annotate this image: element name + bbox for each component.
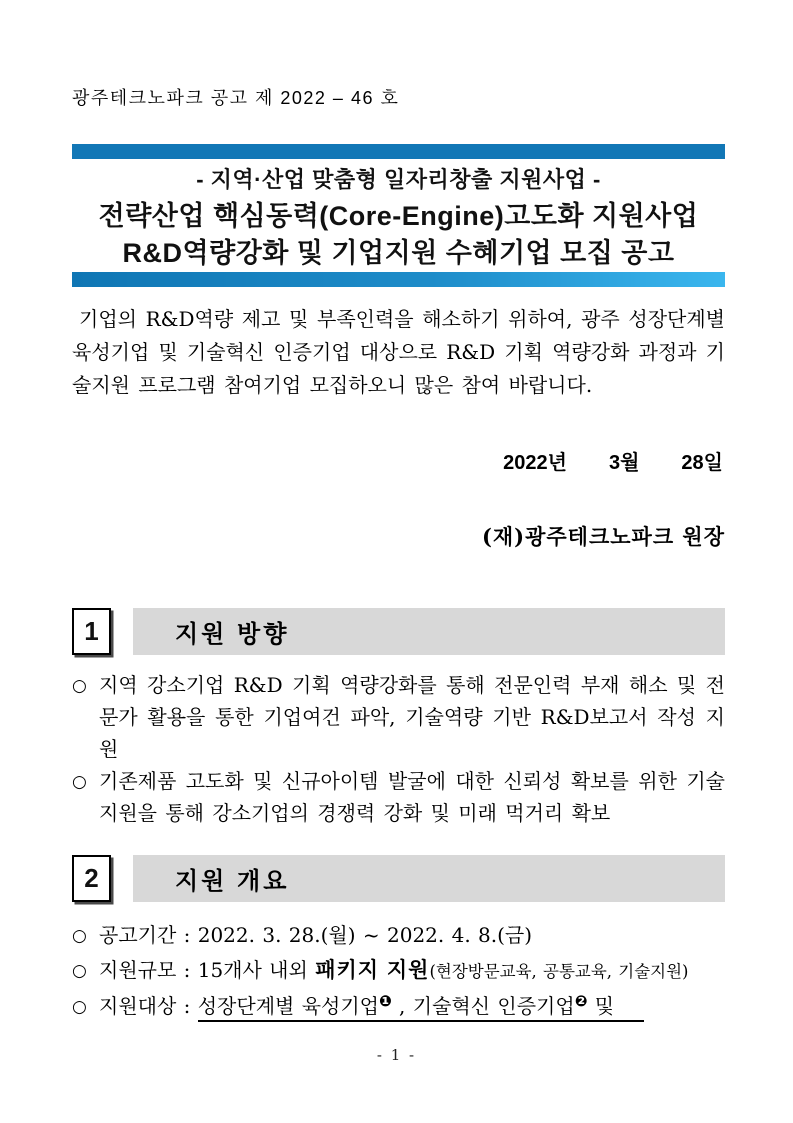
- section-1-bullet-list: [72, 669, 725, 829]
- colon-separator: :: [176, 994, 198, 1018]
- title-line3: R&D역량강화 및 기업지원 수혜기업 모집 공고: [122, 238, 675, 268]
- date-month: 3월: [608, 452, 640, 474]
- date-line: [72, 448, 725, 478]
- intro-paragraph: 기업의 R&D역량 제고 및 부족인력을 해소하기 위하여, 광주 성장단계별 육성기업 및 기술혁신 인증기업 대상으로 R&D 기획 역량강화 과정과 기술지원 프로그램 참여기업 모집하오니 많은 참여 바랍니다.: [72, 307, 725, 397]
- colon-separator: :: [176, 923, 198, 947]
- section-2-number: 2: [72, 855, 111, 902]
- signature: (재)광주테크노파크 원장: [481, 524, 725, 549]
- section-2-header: [72, 855, 725, 902]
- section-1-header: [72, 608, 725, 655]
- item-label: 공고기간: [99, 923, 177, 947]
- item-label: 지원규모: [99, 958, 177, 982]
- section-1-number: 1: [72, 608, 111, 655]
- target-text-3: 및: [587, 994, 615, 1018]
- target-text-1: 성장단계별 육성기업: [197, 994, 379, 1018]
- item-value-prefix: 15개사 내외: [197, 958, 316, 982]
- bullet-circle-icon: ○: [72, 772, 87, 792]
- list-item: [72, 765, 725, 829]
- circled-two-marker: ❷: [574, 992, 588, 1010]
- bullet-text: 지역 강소기업 R&D 기획 역량강화를 통해 전문인력 부재 해소 및 전문가 활용을 통한 기업여건 파악, 기술역량 기반 R&D보고서 작성 지원: [99, 673, 725, 761]
- item-value: 2022. 3. 28.(월) ~ 2022. 4. 8.(금): [197, 923, 533, 947]
- title-bottom-bar: [72, 272, 725, 287]
- list-item: [72, 989, 725, 1026]
- section-1-title: 지원 방향: [133, 608, 725, 655]
- doc-number: 광주테크노파크 공고 제 2022 – 46 호: [72, 88, 400, 108]
- item-label: 지원대상: [99, 994, 177, 1018]
- bullet-circle-icon: ○: [72, 997, 87, 1017]
- page-number: - 1 -: [376, 1046, 417, 1064]
- title-block: [72, 144, 725, 287]
- title-top-bar: [72, 144, 725, 159]
- section-2-item-list: [72, 918, 725, 1026]
- item-value-note: (현장방문교육, 공통교육, 기술지원): [429, 962, 689, 981]
- list-item: [72, 918, 725, 953]
- target-text-2: , 기술혁신 인증기업: [391, 994, 575, 1018]
- bullet-circle-icon: ○: [72, 926, 87, 946]
- list-item: [72, 953, 725, 989]
- list-item: [72, 669, 725, 765]
- circled-one-marker: ❶: [378, 992, 392, 1010]
- item-underlined-value: [198, 994, 644, 1022]
- date-day: 28일: [681, 452, 723, 474]
- section-2-title: 지원 개요: [133, 855, 725, 902]
- title-subtitle: - 지역·산업 맞춤형 일자리창출 지원사업 -: [196, 167, 601, 192]
- item-value-bold: 패키지 지원: [315, 959, 430, 982]
- date-year: 2022년: [503, 452, 567, 474]
- colon-separator: :: [176, 958, 198, 982]
- bullet-circle-icon: ○: [72, 961, 87, 981]
- bullet-text: 기존제품 고도화 및 신규아이템 발굴에 대한 신뢰성 확보를 위한 기술지원을 통해 강소기업의 경쟁력 강화 및 미래 먹거리 확보: [99, 769, 725, 825]
- title-line2: 전략산업 핵심동력(Core-Engine)고도화 지원사업: [98, 201, 699, 231]
- bullet-circle-icon: ○: [72, 676, 87, 696]
